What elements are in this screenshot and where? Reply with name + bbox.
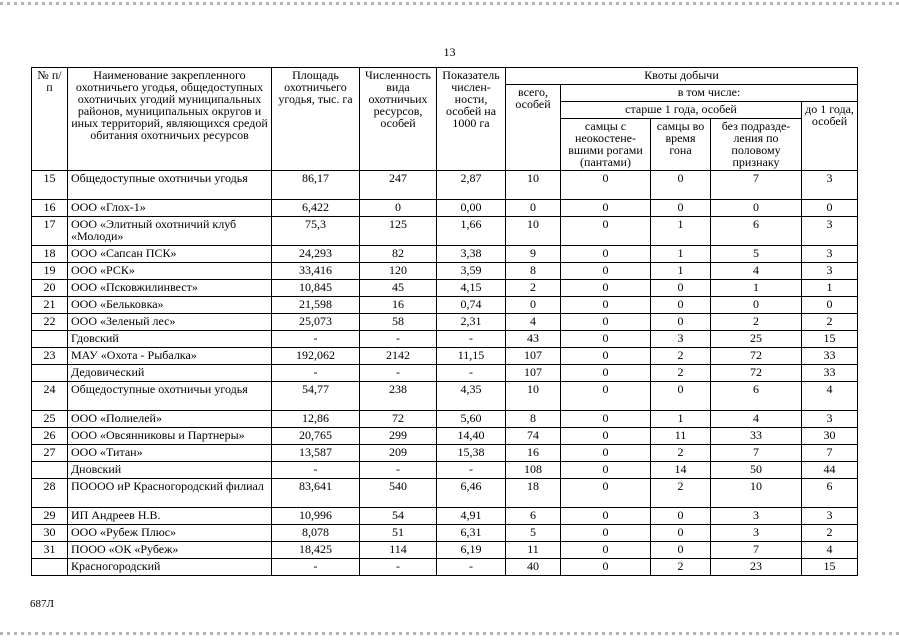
cell-m3: 4 bbox=[711, 263, 802, 280]
cell-m3: 6 bbox=[711, 217, 802, 246]
page-number: 13 bbox=[443, 45, 456, 59]
cell-m1: 0 bbox=[561, 479, 651, 508]
cell-total: 18 bbox=[506, 479, 561, 508]
cell-m2: 1 bbox=[651, 411, 711, 428]
cell-density: 3,59 bbox=[437, 263, 506, 280]
cell-num: 23 bbox=[32, 348, 68, 365]
cell-name: Красногородский bbox=[68, 559, 272, 576]
cell-young: 2 bbox=[802, 525, 858, 542]
cell-area: 18,425 bbox=[272, 542, 360, 559]
document-code: 687Л bbox=[30, 598, 54, 610]
cell-m3: 6 bbox=[711, 382, 802, 411]
cell-num: 18 bbox=[32, 246, 68, 263]
cell-m1: 0 bbox=[561, 263, 651, 280]
cell-density: 4,91 bbox=[437, 508, 506, 525]
cell-young: 6 bbox=[802, 479, 858, 508]
cell-young: 0 bbox=[802, 297, 858, 314]
cell-m3: 33 bbox=[711, 428, 802, 445]
cell-area: 192,062 bbox=[272, 348, 360, 365]
cell-total: 4 bbox=[506, 314, 561, 331]
cell-area: 86,17 bbox=[272, 171, 360, 200]
table-row bbox=[32, 348, 858, 365]
cell-density: 15,38 bbox=[437, 445, 506, 462]
cell-m3: 2 bbox=[711, 314, 802, 331]
cell-density: 0,00 bbox=[437, 200, 506, 217]
cell-name: ПООО «ОК «Рубеж» bbox=[68, 542, 272, 559]
cell-density: 5,60 bbox=[437, 411, 506, 428]
cell-num: 28 bbox=[32, 479, 68, 508]
cell-m2: 0 bbox=[651, 171, 711, 200]
cell-m3: 0 bbox=[711, 200, 802, 217]
cell-count: 72 bbox=[360, 411, 437, 428]
cell-count: 120 bbox=[360, 263, 437, 280]
cell-m1: 0 bbox=[561, 297, 651, 314]
cell-area: 20,765 bbox=[272, 428, 360, 445]
col-density-header: Показатель числен- ности, особей на 1000 га bbox=[437, 68, 506, 171]
col-males-rut-header: самцы во время гона bbox=[651, 119, 711, 171]
cell-count: 54 bbox=[360, 508, 437, 525]
cell-total: 8 bbox=[506, 263, 561, 280]
col-under1-header: до 1 года, особей bbox=[802, 102, 858, 171]
table-row bbox=[32, 246, 858, 263]
table-row bbox=[32, 297, 858, 314]
cell-m2: 0 bbox=[651, 382, 711, 411]
cell-num: 20 bbox=[32, 280, 68, 297]
cell-density: 6,31 bbox=[437, 525, 506, 542]
cell-young: 4 bbox=[802, 382, 858, 411]
table-row bbox=[32, 525, 858, 542]
col-name-header: Наименование закрепленного охотничьего угодья, общедоступных охотничьих угодий муниципальных районов, муниципальных округов и иных территорий, являющихся средой обитания охотничьих ресурсов bbox=[68, 68, 272, 171]
cell-young: 4 bbox=[802, 542, 858, 559]
cell-area: 10,845 bbox=[272, 280, 360, 297]
cell-num bbox=[32, 365, 68, 382]
cell-name: Дновский bbox=[68, 462, 272, 479]
cell-young: 0 bbox=[802, 200, 858, 217]
scan-edge-bottom bbox=[0, 632, 899, 635]
cell-count: 540 bbox=[360, 479, 437, 508]
cell-area: - bbox=[272, 365, 360, 382]
cell-num: 16 bbox=[32, 200, 68, 217]
cell-m3: 7 bbox=[711, 542, 802, 559]
cell-young: 2 bbox=[802, 314, 858, 331]
cell-young: 15 bbox=[802, 559, 858, 576]
cell-name: ПОООО иР Красногородский филиал bbox=[68, 479, 272, 508]
cell-num bbox=[32, 559, 68, 576]
cell-m1: 0 bbox=[561, 411, 651, 428]
cell-m1: 0 bbox=[561, 508, 651, 525]
table-row bbox=[32, 508, 858, 525]
cell-area: - bbox=[272, 331, 360, 348]
cell-young: 3 bbox=[802, 171, 858, 200]
cell-m3: 23 bbox=[711, 559, 802, 576]
table-row bbox=[32, 314, 858, 331]
cell-num: 29 bbox=[32, 508, 68, 525]
table-row bbox=[32, 365, 858, 382]
cell-total: 10 bbox=[506, 382, 561, 411]
cell-total: 6 bbox=[506, 508, 561, 525]
table-header bbox=[32, 68, 858, 171]
cell-total: 107 bbox=[506, 348, 561, 365]
cell-name: ООО «Псковжилинвест» bbox=[68, 280, 272, 297]
cell-total: 0 bbox=[506, 297, 561, 314]
cell-total: 107 bbox=[506, 365, 561, 382]
cell-m1: 0 bbox=[561, 365, 651, 382]
cell-count: 247 bbox=[360, 171, 437, 200]
table-row bbox=[32, 331, 858, 348]
cell-total: 43 bbox=[506, 331, 561, 348]
cell-count: 82 bbox=[360, 246, 437, 263]
cell-name: Гдовский bbox=[68, 331, 272, 348]
cell-m3: 5 bbox=[711, 246, 802, 263]
cell-name: ИП Андреев Н.В. bbox=[68, 508, 272, 525]
cell-count: - bbox=[360, 365, 437, 382]
col-quota-header: Квоты добычи bbox=[506, 68, 858, 85]
cell-name: ООО «РСК» bbox=[68, 263, 272, 280]
cell-m1: 0 bbox=[561, 525, 651, 542]
cell-area: 75,3 bbox=[272, 217, 360, 246]
cell-m2: 0 bbox=[651, 508, 711, 525]
cell-area: 21,598 bbox=[272, 297, 360, 314]
cell-count: - bbox=[360, 559, 437, 576]
table-row bbox=[32, 479, 858, 508]
cell-m1: 0 bbox=[561, 217, 651, 246]
cell-m2: 0 bbox=[651, 525, 711, 542]
cell-m2: 14 bbox=[651, 462, 711, 479]
cell-total: 74 bbox=[506, 428, 561, 445]
cell-young: 3 bbox=[802, 508, 858, 525]
cell-count: 51 bbox=[360, 525, 437, 542]
cell-young: 3 bbox=[802, 217, 858, 246]
cell-area: 83,641 bbox=[272, 479, 360, 508]
cell-count: 45 bbox=[360, 280, 437, 297]
cell-density: 0,74 bbox=[437, 297, 506, 314]
cell-m1: 0 bbox=[561, 542, 651, 559]
cell-m1: 0 bbox=[561, 428, 651, 445]
cell-total: 108 bbox=[506, 462, 561, 479]
cell-name: ООО «Глох-1» bbox=[68, 200, 272, 217]
cell-density: 6,19 bbox=[437, 542, 506, 559]
cell-density: - bbox=[437, 365, 506, 382]
table-body bbox=[32, 171, 858, 576]
cell-num: 22 bbox=[32, 314, 68, 331]
cell-m2: 0 bbox=[651, 200, 711, 217]
cell-young: 30 bbox=[802, 428, 858, 445]
table-row bbox=[32, 542, 858, 559]
table-row bbox=[32, 428, 858, 445]
cell-total: 8 bbox=[506, 411, 561, 428]
cell-m1: 0 bbox=[561, 200, 651, 217]
cell-m2: 1 bbox=[651, 217, 711, 246]
cell-m1: 0 bbox=[561, 462, 651, 479]
cell-name: ООО «Элитный охотничий клуб «Молоди» bbox=[68, 217, 272, 246]
cell-m2: 1 bbox=[651, 246, 711, 263]
cell-name: ООО «Полиелей» bbox=[68, 411, 272, 428]
cell-count: 114 bbox=[360, 542, 437, 559]
cell-density: 2,31 bbox=[437, 314, 506, 331]
cell-young: 15 bbox=[802, 331, 858, 348]
cell-m1: 0 bbox=[561, 314, 651, 331]
cell-num bbox=[32, 331, 68, 348]
cell-m1: 0 bbox=[561, 171, 651, 200]
cell-area: 8,078 bbox=[272, 525, 360, 542]
cell-m3: 3 bbox=[711, 525, 802, 542]
cell-total: 5 bbox=[506, 525, 561, 542]
cell-density: 6,46 bbox=[437, 479, 506, 508]
cell-m2: 0 bbox=[651, 542, 711, 559]
cell-density: 2,87 bbox=[437, 171, 506, 200]
cell-m2: 2 bbox=[651, 479, 711, 508]
cell-count: 0 bbox=[360, 200, 437, 217]
col-nosex-header: без подразде- ления по половому признаку bbox=[711, 119, 802, 171]
cell-m1: 0 bbox=[561, 348, 651, 365]
table-row bbox=[32, 559, 858, 576]
col-older-header: старше 1 года, особей bbox=[561, 102, 802, 119]
cell-area: - bbox=[272, 462, 360, 479]
cell-m3: 1 bbox=[711, 280, 802, 297]
cell-count: 238 bbox=[360, 382, 437, 411]
cell-count: 16 bbox=[360, 297, 437, 314]
cell-name: ООО «Овсянниковы и Партнеры» bbox=[68, 428, 272, 445]
cell-num: 24 bbox=[32, 382, 68, 411]
cell-density: 4,15 bbox=[437, 280, 506, 297]
cell-area: 24,293 bbox=[272, 246, 360, 263]
col-count-header: Численность вида охотничьих ресурсов, особей bbox=[360, 68, 437, 171]
cell-young: 33 bbox=[802, 365, 858, 382]
cell-count: 209 bbox=[360, 445, 437, 462]
col-num-header: № п/п bbox=[32, 68, 68, 171]
cell-num: 21 bbox=[32, 297, 68, 314]
cell-density: 4,35 bbox=[437, 382, 506, 411]
col-area-header: Площадь охотничьего угодья, тыс. га bbox=[272, 68, 360, 171]
table-row bbox=[32, 171, 858, 200]
cell-m2: 1 bbox=[651, 263, 711, 280]
col-total-header: всего, особей bbox=[506, 85, 561, 171]
cell-density: 14,40 bbox=[437, 428, 506, 445]
cell-total: 40 bbox=[506, 559, 561, 576]
cell-m3: 7 bbox=[711, 445, 802, 462]
cell-m3: 72 bbox=[711, 365, 802, 382]
cell-young: 1 bbox=[802, 280, 858, 297]
table-row bbox=[32, 445, 858, 462]
cell-area: 10,996 bbox=[272, 508, 360, 525]
hunting-quota-table bbox=[31, 67, 858, 576]
table-row bbox=[32, 280, 858, 297]
cell-name: ООО «Бельковка» bbox=[68, 297, 272, 314]
scan-edge-top bbox=[0, 2, 899, 5]
cell-m2: 0 bbox=[651, 314, 711, 331]
cell-total: 10 bbox=[506, 171, 561, 200]
cell-density: - bbox=[437, 331, 506, 348]
cell-name: Общедоступные охотничьи угодья bbox=[68, 171, 272, 200]
cell-m3: 10 bbox=[711, 479, 802, 508]
cell-m1: 0 bbox=[561, 246, 651, 263]
cell-area: 25,073 bbox=[272, 314, 360, 331]
cell-num: 15 bbox=[32, 171, 68, 200]
cell-area: 33,416 bbox=[272, 263, 360, 280]
cell-m1: 0 bbox=[561, 280, 651, 297]
col-males-panty-header: самцы с неокостене- вшими рогами (пантами) bbox=[561, 119, 651, 171]
cell-area: 54,77 bbox=[272, 382, 360, 411]
cell-density: 1,66 bbox=[437, 217, 506, 246]
cell-name: Общедоступные охотничьи угодья bbox=[68, 382, 272, 411]
cell-area: 12,86 bbox=[272, 411, 360, 428]
table-row bbox=[32, 263, 858, 280]
cell-m2: 11 bbox=[651, 428, 711, 445]
cell-young: 3 bbox=[802, 411, 858, 428]
cell-m1: 0 bbox=[561, 445, 651, 462]
table-row bbox=[32, 411, 858, 428]
cell-num: 19 bbox=[32, 263, 68, 280]
cell-name: МАУ «Охота - Рыбалка» bbox=[68, 348, 272, 365]
cell-m3: 7 bbox=[711, 171, 802, 200]
cell-density: - bbox=[437, 559, 506, 576]
col-including-header: в том числе: bbox=[561, 85, 858, 102]
cell-m2: 2 bbox=[651, 348, 711, 365]
table-row bbox=[32, 200, 858, 217]
cell-num: 27 bbox=[32, 445, 68, 462]
cell-total: 9 bbox=[506, 246, 561, 263]
cell-count: 2142 bbox=[360, 348, 437, 365]
cell-area: - bbox=[272, 559, 360, 576]
cell-m3: 25 bbox=[711, 331, 802, 348]
cell-area: 6,422 bbox=[272, 200, 360, 217]
cell-density: 11,15 bbox=[437, 348, 506, 365]
cell-total: 10 bbox=[506, 217, 561, 246]
cell-name: ООО «Титан» bbox=[68, 445, 272, 462]
cell-m3: 50 bbox=[711, 462, 802, 479]
cell-m3: 3 bbox=[711, 508, 802, 525]
cell-area: 13,587 bbox=[272, 445, 360, 462]
cell-count: 299 bbox=[360, 428, 437, 445]
cell-num: 26 bbox=[32, 428, 68, 445]
cell-young: 3 bbox=[802, 263, 858, 280]
cell-count: 58 bbox=[360, 314, 437, 331]
cell-young: 33 bbox=[802, 348, 858, 365]
cell-total: 2 bbox=[506, 280, 561, 297]
table-row bbox=[32, 462, 858, 479]
cell-count: - bbox=[360, 331, 437, 348]
cell-m3: 0 bbox=[711, 297, 802, 314]
cell-density: - bbox=[437, 462, 506, 479]
cell-young: 7 bbox=[802, 445, 858, 462]
cell-num bbox=[32, 462, 68, 479]
table-row bbox=[32, 382, 858, 411]
cell-num: 30 bbox=[32, 525, 68, 542]
cell-num: 31 bbox=[32, 542, 68, 559]
cell-m2: 0 bbox=[651, 280, 711, 297]
cell-total: 16 bbox=[506, 445, 561, 462]
cell-m2: 2 bbox=[651, 445, 711, 462]
cell-total: 0 bbox=[506, 200, 561, 217]
cell-m1: 0 bbox=[561, 331, 651, 348]
table-row bbox=[32, 217, 858, 246]
cell-m2: 3 bbox=[651, 331, 711, 348]
cell-m1: 0 bbox=[561, 559, 651, 576]
cell-name: Дедовический bbox=[68, 365, 272, 382]
cell-num: 25 bbox=[32, 411, 68, 428]
cell-m2: 0 bbox=[651, 297, 711, 314]
cell-m2: 2 bbox=[651, 559, 711, 576]
cell-m1: 0 bbox=[561, 382, 651, 411]
cell-total: 11 bbox=[506, 542, 561, 559]
cell-m3: 72 bbox=[711, 348, 802, 365]
cell-m3: 4 bbox=[711, 411, 802, 428]
cell-count: 125 bbox=[360, 217, 437, 246]
cell-name: ООО «Сапсан ПСК» bbox=[68, 246, 272, 263]
cell-young: 3 bbox=[802, 246, 858, 263]
cell-m2: 2 bbox=[651, 365, 711, 382]
cell-name: ООО «Рубеж Плюс» bbox=[68, 525, 272, 542]
cell-density: 3,38 bbox=[437, 246, 506, 263]
cell-name: ООО «Зеленый лес» bbox=[68, 314, 272, 331]
cell-num: 17 bbox=[32, 217, 68, 246]
cell-count: - bbox=[360, 462, 437, 479]
cell-young: 44 bbox=[802, 462, 858, 479]
